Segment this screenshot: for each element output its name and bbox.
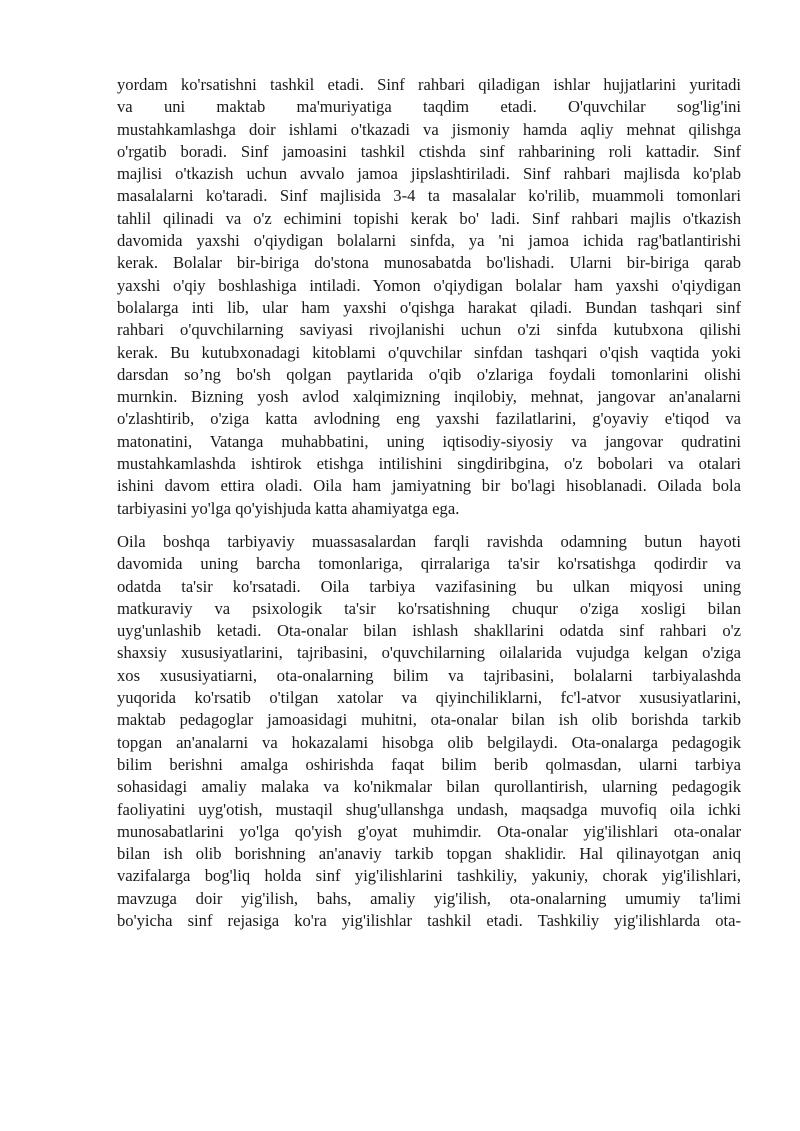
text-line: majlisi o'tkazish uchun avvalo jamoa jipslashtiriladi. Sinf rahbari majlisda ko'plab [117, 164, 741, 184]
text-line: mustahkamlashga doir ishlami o'tkazadi va jismoniy hamda aqliy mehnat qilishga [117, 119, 741, 139]
text-line: tahlil qilinadi va o'z echimini topishi kerak bo' ladi. Sinf rahbari majlis o'tkazish [117, 208, 741, 228]
text-line: yordam ko'rsatishni tashkil etadi. Sinf rahbari qiladigan ishlar hujjatlarini yuritadi [117, 75, 741, 94]
text-line: ishini davom ettira oladi. Oila ham jamiyatning bir bo'lagi hisoblanadi. Oilada bola [117, 476, 741, 496]
text-line: bolalarga inti lib, ular ham yaxshi o'qishga harakat qiladi. Bundan tashqari sinf [117, 297, 741, 317]
paragraph-1 [117, 74, 741, 520]
text-line: maktab pedagoglar jamoasidagi muhitni, ota-onalar bilan ish olib borishda tarkib [117, 710, 741, 730]
text-line: mustahkamlashda ishtirok etishga intilishini singdiribgina, o'z bobolari va otalari [117, 454, 741, 474]
text-line: kerak. Bu kutubxonadagi kitoblami o'quvchilar sinfdan tashqari o'qish vaqtida yoki [117, 342, 741, 362]
text-line: o'zlashtirib, o'ziga katta avlodning eng yaxshi fazilatlarini, g'oyaviy e'tiqod va [117, 409, 741, 429]
text-line: xos xususiyatiarni, ota-onalarning bilim va tajribasini, bolalarni tarbiyalashda [117, 665, 741, 685]
text-line: topgan an'analarni va hokazalami hisobga olib belgilaydi. Ota-onalarga pedagogik [117, 732, 741, 752]
document-page [117, 74, 741, 932]
text-line: munosabatlarini yo'lga qo'yish g'oyat muhimdir. Ota-onalar yig'ilishlari ota-onalar [117, 821, 741, 841]
text-line: mavzuga doir yig'ilish, bahs, amaliy yig'ilish, ota-onalarning umumiy ta'limi [117, 888, 741, 908]
text-line: o'rgatib boradi. Sinf jamoasini tashkil ctishda sinf rahbarining roli kattadir. Sinf [117, 141, 741, 161]
text-line: tarbiyasini yo'lga qo'yishjuda katta ahamiyatga ega. [117, 498, 460, 518]
text-line: masalalarni ko'taradi. Sinf majlisida 3-4 ta masalalar ko'rilib, muammoli tomonlari [117, 186, 741, 206]
text-line: davomida yaxshi o'qiydigan bolalarni sinfda, ya 'ni jamoa ichida rag'batlantirishi [117, 231, 741, 251]
text-line: bo'yicha sinf rejasiga ko'ra yig'ilishlar tashkil etadi. Tashkiliy yig'ilishlarda ota- [117, 910, 741, 930]
text-line: odatda ta'sir ko'rsatadi. Oila tarbiya vazifasining bu ulkan miqyosi uning [117, 576, 741, 596]
text-line: uyg'unlashib ketadi. Ota-onalar bilan ishlash shakllarini odatda sinf rahbari o'z [117, 621, 741, 641]
text-line: faoliyatini uyg'otish, mustaqil shug'ullanshga undash, maqsadga muvofiq oila ichki [117, 799, 741, 819]
text-line: yuqorida ko'rsatib o'tilgan xatolar va qiyinchiliklarni, fc'l-atvor xususiyatlarini, [117, 688, 741, 708]
text-line: bilan ish olib borishning an'anaviy tarkib topgan shaklidir. Hal qilinayotgan aniq [117, 844, 741, 864]
text-line: yaxshi o'qiy boshlashiga intiladi. Yomon o'qiydigan bolalar ham yaxshi o'qiydigan [117, 275, 741, 295]
text-line: davomida uning barcha tomonlariga, qirralariga ta'sir ko'rsatishga qodirdir va [117, 554, 741, 574]
text-line: Oila boshqa tarbiyaviy muassasalardan farqli ravishda odamning butun hayoti [117, 531, 741, 551]
text-line: sohasidagi amaliy malaka va ko'nikmalar bilan qurollantirish, ularning pedagogik [117, 777, 741, 797]
text-line: matkuraviy va psixologik ta'sir ko'rsatishning chuqur o'ziga xosligi bilan [117, 598, 741, 618]
text-line: vazifalarga bog'liq holda sinf yig'ilishlarini tashkiliy, yakuniy, chorak yig'ilishlari, [117, 866, 741, 886]
text-line: bilim berishni amalga oshirishda faqat bilim berib qolmasdan, ularni tarbiya [117, 754, 741, 774]
text-line: rahbari o'quvchilarning saviyasi rivojlanishi uchun o'zi sinfda kutubxona qilishi [117, 320, 741, 340]
text-line: darsdan so’ng bo'sh qolgan paytlarida o'qib o'zlariga foydali tomonlarini olishi [117, 364, 741, 384]
text-line: kerak. Bolalar bir-biriga do'stona munosabatda bo'lishadi. Ularni bir-biriga qarab [117, 253, 741, 273]
text-line: murnkin. Bizning yosh avlod xalqimizning inqilobiy, mehnat, jangovar an'analarni [117, 387, 741, 407]
text-line: shaxsiy xususiyatlarini, tajribasini, o'quvchilarning oilalarida vujudga kelgan o'ziga [117, 643, 741, 663]
paragraph-2 [117, 531, 741, 932]
text-line: matonatini, Vatanga muhabbatini, uning iqtisodiy-siyosiy va jangovar qudratini [117, 431, 741, 451]
text-line: va uni maktab ma'muriyatiga taqdim etadi. O'quvchilar sog'lig'ini [117, 97, 741, 117]
